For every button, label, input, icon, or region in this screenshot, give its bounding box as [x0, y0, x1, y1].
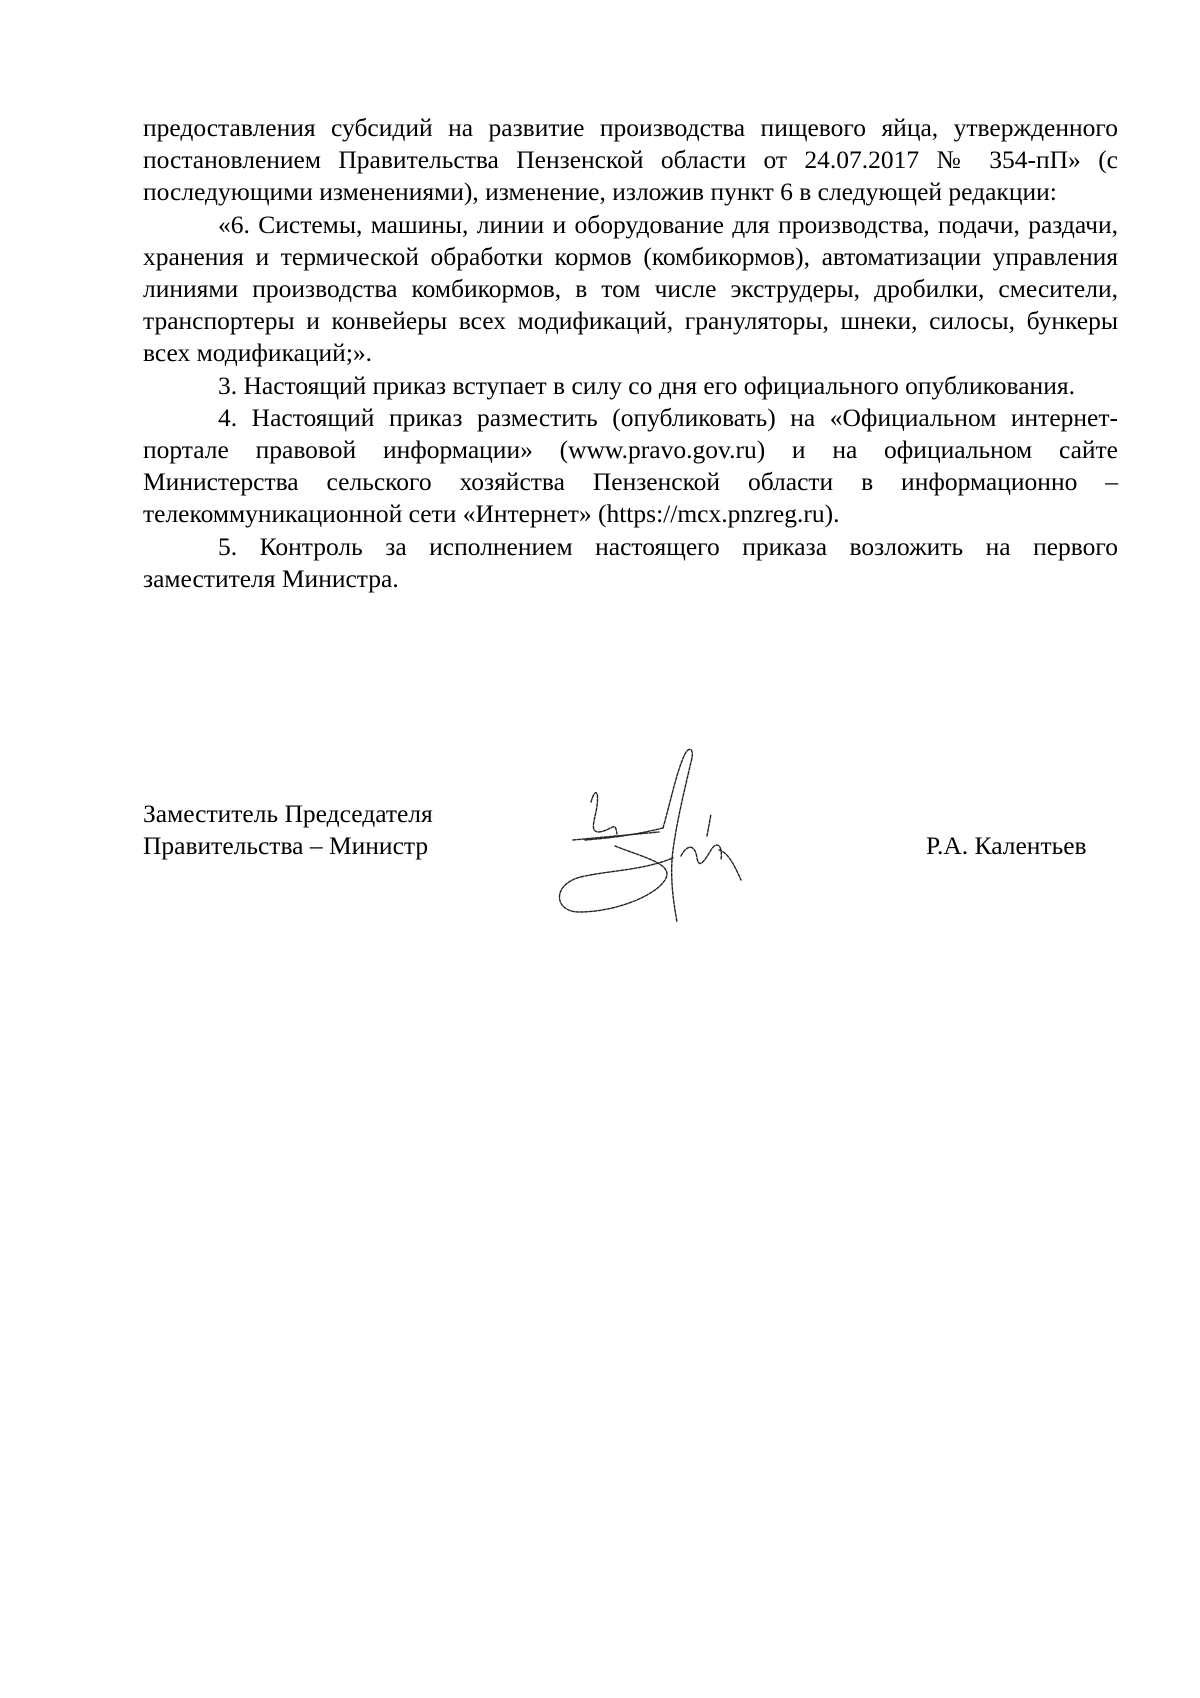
signatory-title-line2: Правительства – Министр — [143, 831, 429, 861]
handwritten-signature — [555, 740, 805, 930]
paragraph-4: 4. Настоящий приказ разместить (опубликовать) на «Официальном интернет-портале правовой информации» (www.pravo.gov.ru) и на официальном сайте Министерства сельского хозяйства Пензенской области в информационно – телекоммуникационной сети «Интернет» (https://mcx.pnzreg.ru). — [143, 402, 1118, 529]
signatory-name: Р.А. Калентьев — [926, 831, 1087, 860]
signatory-title — [143, 798, 433, 862]
signatory-title-line1: Заместитель Председателя — [143, 799, 433, 828]
paragraph-5: 5. Контроль за исполнением настоящего приказа возложить на первого заместителя Министра. — [143, 531, 1118, 593]
paragraph-intro: предоставления субсидий на развитие производства пищевого яйца, утвержденного постановлением Правительства Пензенской области от 24.07.2017 № 354-пП» (с последующими изменениями), изменение, изложив пункт 6 в следующей редакции: — [143, 113, 1118, 207]
paragraph-3: 3. Настоящий приказ вступает в силу со дня его официального опубликования. — [218, 370, 1075, 400]
paragraph-item-6: «6. Системы, машины, линии и оборудование для производства, подачи, раздачи, хранения и термической обработки кормов (комбикормов), автоматизации управления линиями производства комбикормов, в том числе экструдеры, дробилки, смесители, транспортеры и конвейеры всех модификаций, грануляторы, шнеки, силосы, бункеры всех модификаций;». — [143, 209, 1118, 368]
